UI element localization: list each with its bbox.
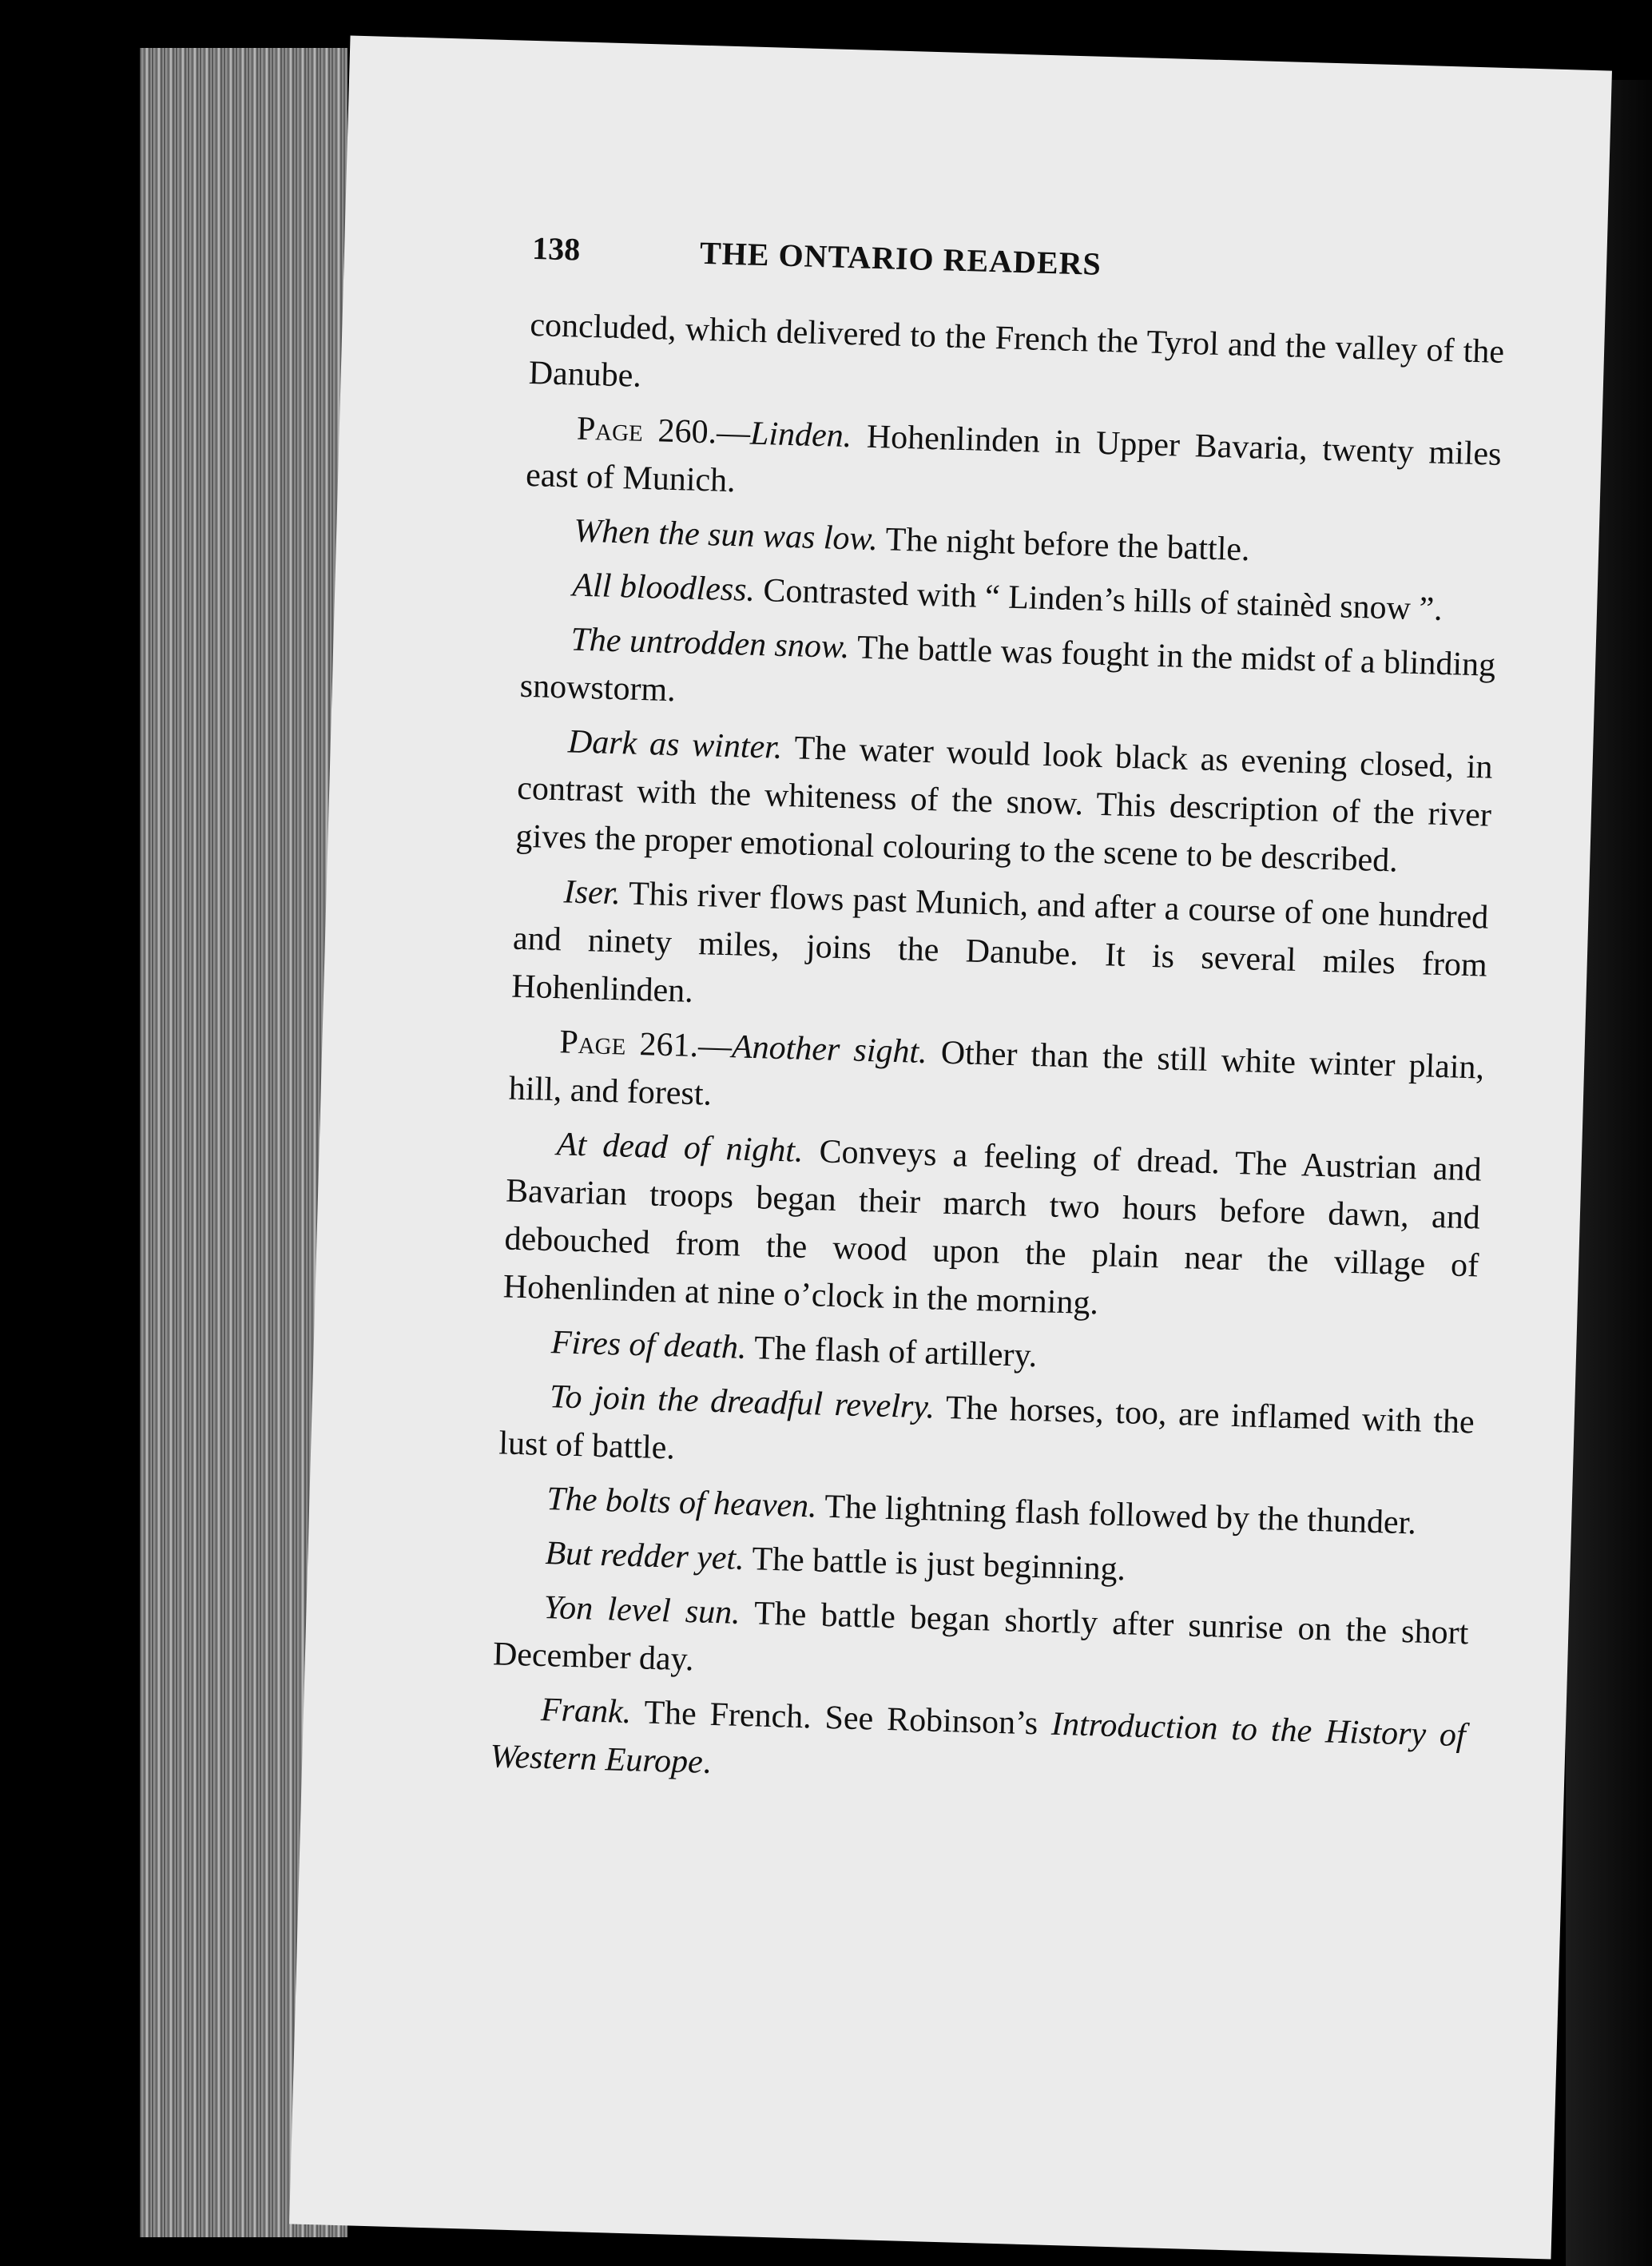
note-lemma: But redder yet. <box>544 1535 745 1577</box>
note-paragraph <box>502 1119 1482 1338</box>
page-reference: Page 260.— <box>576 410 751 452</box>
page-content <box>489 225 1507 1814</box>
note-paragraph <box>528 301 1505 424</box>
note-lemma: The untrodden snow. <box>570 621 850 666</box>
book-page <box>289 35 1612 2259</box>
note-text: The night before the battle. <box>877 521 1251 569</box>
note-paragraph <box>498 1371 1475 1494</box>
note-lemma: Yon level sun. <box>543 1589 741 1632</box>
note-paragraph <box>525 404 1502 527</box>
note-text: The French. See Robinson’s <box>630 1694 1052 1743</box>
note-lemma: Frank. <box>540 1691 632 1731</box>
note-lemma: To join the dreadful revelry. <box>549 1378 935 1426</box>
note-paragraph <box>515 717 1494 888</box>
note-text: Other than the still white winter plain, hill, and forest. <box>508 1034 1485 1113</box>
note-lemma: Another sight. <box>731 1028 928 1071</box>
note-text: Contrasted with “ Linden’s hills of stainèd snow ”. <box>754 571 1444 628</box>
running-title: THE ONTARIO READERS <box>699 234 1102 282</box>
note-lemma: When the sun was low. <box>573 512 879 559</box>
note-lemma: Iser. <box>563 873 621 912</box>
note-text: This river flows past Munich, and after a course of one hundred and ninety miles, joins the Danube. It is several miles from Hohenlinden. <box>510 875 1489 1010</box>
note-text: The battle began shortly after sunrise on the short December day. <box>492 1594 1469 1679</box>
note-lemma: The bolts of heaven. <box>546 1481 818 1525</box>
note-lemma: At dead of night. <box>556 1126 804 1170</box>
note-paragraph <box>490 1684 1467 1807</box>
note-paragraph <box>508 1017 1485 1140</box>
note-text: The flash of artillery. <box>745 1329 1038 1375</box>
note-text: The water would look black as evening closed, in contrast with the whiteness of the snow. This description of the river gives the proper emotional colouring to the scene to be described. <box>515 729 1494 880</box>
note-lemma: Fires of death. <box>550 1324 748 1366</box>
note-text: Hohenlinden in Upper Bavaria, twenty miles east of Munich. <box>525 418 1503 500</box>
note-text: The horses, too, are inflamed with the lust of battle. <box>498 1389 1475 1467</box>
note-text: concluded, which delivered to the French the Tyrol and the valley of the Danube. <box>528 306 1505 395</box>
note-text: The lightning flash followed by the thunder. <box>816 1488 1417 1542</box>
note-paragraph <box>511 867 1490 1038</box>
note-lemma: Linden. <box>749 415 852 455</box>
note-lemma: Dark as winter. <box>567 723 784 766</box>
note-text: The battle was fought in the midst of a blinding snowstorm. <box>519 629 1496 710</box>
page-reference: Page 261.— <box>558 1024 733 1066</box>
note-text-tail: . <box>702 1743 712 1781</box>
page-number: 138 <box>531 229 581 268</box>
note-text: The battle is just beginning. <box>744 1540 1126 1588</box>
note-lemma: All bloodless. <box>571 566 756 609</box>
page-header <box>531 225 1507 300</box>
book-title: Introduction to the History of Western Europe <box>489 1705 1467 1781</box>
note-paragraph <box>492 1582 1469 1705</box>
note-paragraph <box>519 614 1496 737</box>
note-text: Conveys a feeling of dread. The Austrian and Bavarian troops began their march two hours before dawn, and debouched from the wood upon the plain near the village of Hohenlinden at nine o’clock in the morning. <box>502 1132 1483 1322</box>
